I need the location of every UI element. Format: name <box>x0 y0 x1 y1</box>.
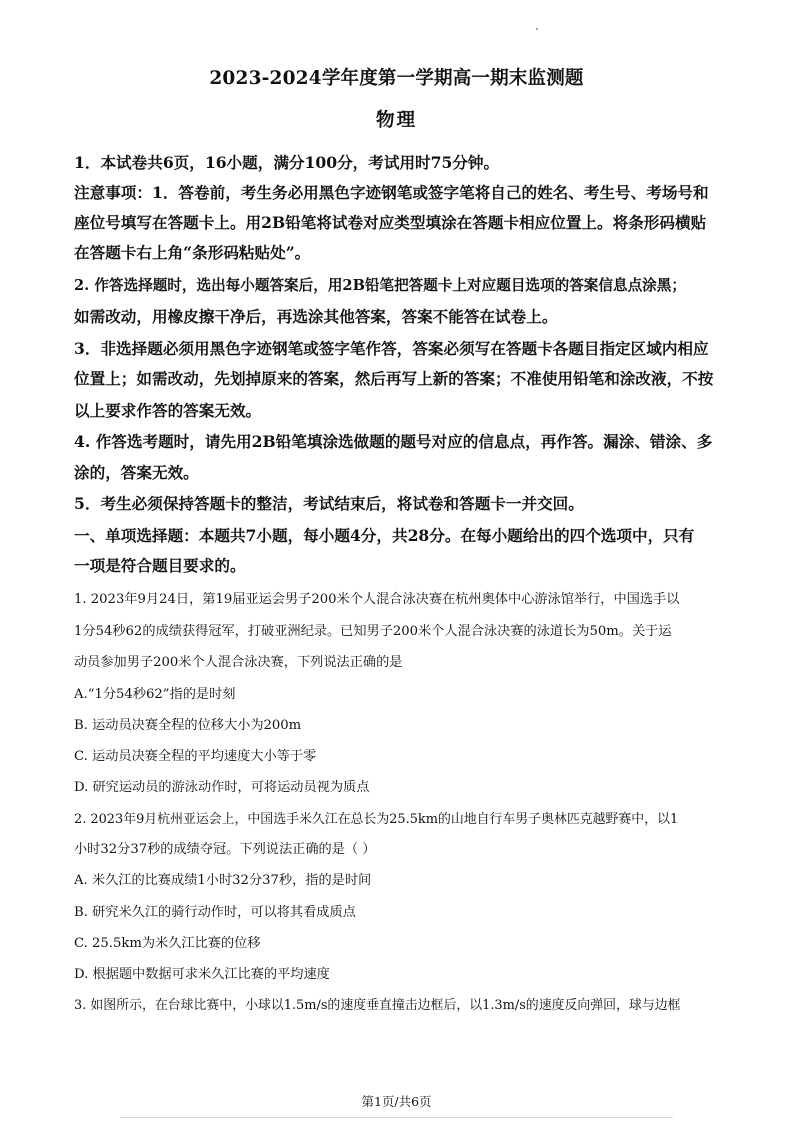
instruction-line: 1．本试卷共6页，16小题，满分100分，考试用时75分钟。 <box>74 153 500 172</box>
option-line: D. 研究运动员的游泳动作时，可将运动员视为质点 <box>74 780 370 795</box>
bottom-divider <box>120 1117 673 1118</box>
section-heading: 一项是符合题目要求的。 <box>74 556 246 575</box>
question-line: 2. 2023年9月杭州亚运会上，中国选手米久江在总长为25.5km的山地自行车男子奥林匹克越野赛中，以1 <box>74 812 679 827</box>
option-line: A. 米久江的比赛成绩1小时32分37秒，指的是时间 <box>74 873 372 888</box>
instruction-line: 2. 作答选择题时，选出每小题答案后，用2B铅笔把答题卡上对应题目选项的答案信息点涂黑； <box>74 277 686 294</box>
scan-dot <box>536 28 538 30</box>
instruction-line: 如需改动，用橡皮擦干净后，再选涂其他答案，答案不能答在试卷上。 <box>74 307 558 326</box>
option-line: D. 根据题中数据可求米久江比赛的平均速度 <box>74 967 330 982</box>
exam-subject: 物理 <box>375 110 417 131</box>
instruction-line: 以上要求作答的答案无效。 <box>74 401 262 420</box>
option-line: B. 研究米久江的骑行动作时，可以将其看成质点 <box>74 905 356 920</box>
question-line: 动员参加男子200米个人混合泳决赛，下列说法正确的是 <box>74 655 403 670</box>
instruction-line: 在答题卡右上角“条形码粘贴处”。 <box>74 243 311 262</box>
instruction-line: 座位号填写在答题卡上。用2B铅笔将试卷对应类型填涂在答题卡相应位置上。将条形码横贴 <box>74 213 707 232</box>
option-line: C. 25.5km为米久江比赛的位移 <box>74 936 261 951</box>
instruction-line: 涂的，答案无效。 <box>74 463 199 482</box>
instruction-line: 3．非选择题必须用黑色字迹钢笔或签字笔作答，答案必须写在答题卡各题目指定区域内相应 <box>74 339 709 358</box>
option-line: A.“1分54秒62”指的是时刻 <box>74 687 236 702</box>
option-line: C. 运动员决赛全程的平均速度大小等于零 <box>74 749 317 764</box>
exam-title: 2023-2024学年度第一学期高一期末监测题 <box>209 68 584 89</box>
section-heading: 一、单项选择题：本题共7小题，每小题4分，共28分。在每小题给出的四个选项中，只有 <box>74 526 695 545</box>
page-number: 第1页/共6页 <box>361 1094 432 1109</box>
question-line: 3. 如图所示，在台球比赛中，小球以1.5m/s的速度垂直撞击边框后，以1.3m/s的速度反向弹回，球与边框 <box>74 998 681 1013</box>
question-line: 小时32分37秒的成绩夺冠。下列说法正确的是（ ） <box>74 842 376 857</box>
question-line: 1分54秒62的成绩获得冠军，打破亚洲纪录。已知男子200米个人混合泳决赛的泳道长为50m。关于运 <box>74 624 672 639</box>
option-line: B. 运动员决赛全程的位移大小为200m <box>74 718 302 733</box>
instruction-line: 位置上；如需改动，先划掉原来的答案，然后再写上新的答案；不准使用铅笔和涂改液，不按 <box>74 369 714 388</box>
instruction-line: 5．考生必须保持答题卡的整洁，考试结束后，将试卷和答题卡一并交回。 <box>74 494 584 513</box>
instruction-line: 4. 作答选考题时，请先用2B铅笔填涂选做题的题号对应的信息点，再作答。漏涂、错涂、多 <box>74 432 713 451</box>
instruction-line: 注意事项：1．答卷前，考生务必用黑色字迹钢笔或签字笔将自己的姓名、考生号、考场号和 <box>74 183 709 202</box>
question-line: 1. 2023年9月24日，第19届亚运会男子200米个人混合泳决赛在杭州奥体中心游泳馆举行，中国选手以 <box>74 592 680 607</box>
